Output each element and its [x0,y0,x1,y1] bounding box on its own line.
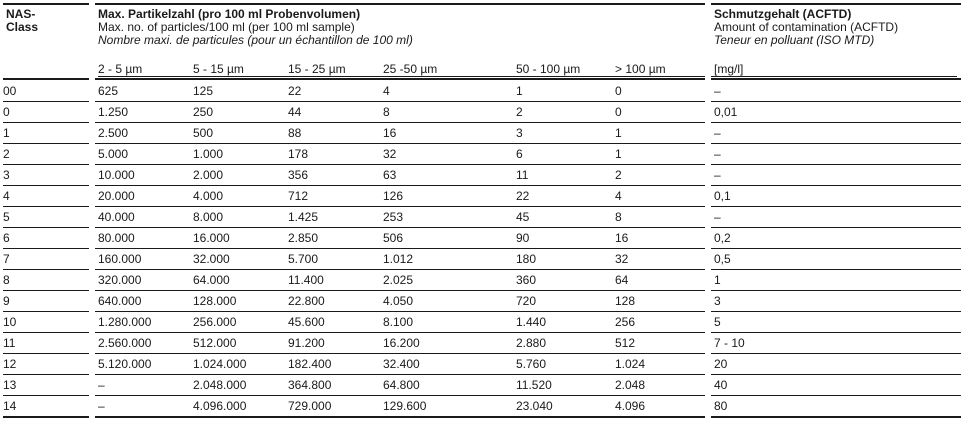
table-cell: 22 [288,84,302,98]
column-header-over-100: > 100 µm [615,62,666,76]
table-cell: 253 [383,210,404,224]
table-cell: – [714,126,721,140]
table-cell: 91.200 [288,336,325,350]
table-cell: 64.800 [383,378,420,392]
table-cell: 640.000 [98,294,142,308]
table-cell: 5 [714,315,721,329]
table-cell: 356 [288,168,309,182]
table-row [3,81,961,102]
contamination-header [714,8,898,47]
table-cell: 8 [615,210,622,224]
table-cell: 4 [383,84,390,98]
table-cell: 712 [288,189,309,203]
table-cell: 2 [516,105,523,119]
table-cell: 1.024.000 [193,357,247,371]
table-cell: 0,5 [714,252,731,266]
table-cell: 256 [615,315,636,329]
table-cell: 44 [288,105,302,119]
table-cell: 125 [193,84,214,98]
column-gap [89,0,95,428]
table-row [3,249,961,270]
nas-class-cell: 7 [3,252,10,266]
table-cell: 129.600 [383,399,427,413]
particles-header-fr: Nombre maxi. de particules (pour un échantillon de 100 ml) [98,33,413,47]
table-cell: 8 [383,105,390,119]
table-cell: 11 [516,168,529,182]
table-cell: 2.500 [98,126,129,140]
table-cell: 2 [615,168,622,182]
table-cell: 32 [615,252,629,266]
table-cell: 0,1 [714,189,731,203]
table-cell: 2.048 [615,378,646,392]
table-cell: 178 [288,147,309,161]
column-header-50-100: 50 - 100 µm [516,62,581,76]
table-row [3,270,961,291]
table-cell: 1 [615,126,622,140]
table-cell: 0 [615,105,622,119]
contamination-header-de: Schmutzgehalt (ACFTD) [714,7,852,21]
table-cell: 512.000 [193,336,237,350]
table-row [3,102,961,123]
table-top-rule [3,3,961,5]
table-bottom-rule [3,416,961,418]
table-cell: 3 [714,294,721,308]
column-gap [705,0,711,428]
table-cell: 6 [516,147,523,161]
nas-class-cell: 10 [3,315,17,329]
table-cell: 320.000 [98,273,142,287]
table-cell: 7 - 10 [714,336,745,350]
table-cell: 720 [516,294,537,308]
table-cell: 80.000 [98,231,135,245]
table-cell: 500 [193,126,214,140]
table-cell: 5.000 [98,147,129,161]
table-cell: 16.000 [193,231,230,245]
table-cell: 1.425 [288,210,319,224]
table-cell: 10.000 [98,168,135,182]
table-cell: 1 [516,84,523,98]
table-cell: 3 [516,126,523,140]
table-cell: 23.040 [516,399,553,413]
table-cell: 5.700 [288,252,319,266]
nas-class-cell: 3 [3,168,10,182]
column-header-2-5: 2 - 5 µm [98,62,143,76]
nas-class-header-line-1: NAS- [6,7,36,21]
table-cell: 512 [615,336,636,350]
table-cell: 182.400 [288,357,332,371]
table-cell: 16 [383,126,397,140]
table-row [3,207,961,228]
table-cell: 128 [615,294,636,308]
table-cell: 4.000 [193,189,224,203]
nas-class-header-line-2: Class [6,20,39,34]
nas-class-cell: 11 [3,336,16,350]
column-header-mg-l: [mg/l] [714,62,744,76]
table-cell: 364.800 [288,378,332,392]
subheader-underline [98,76,957,77]
table-cell: 729.000 [288,399,332,413]
table-cell: 22 [516,189,530,203]
table-cell: 2.025 [383,273,414,287]
table-row [3,228,961,249]
nas-class-cell: 5 [3,210,10,224]
table-cell: 32.000 [193,252,230,266]
table-cell: 88 [288,126,302,140]
particles-header-en: Max. no. of particles/100 ml (per 100 ml sample) [98,20,355,34]
table-cell: 22.800 [288,294,325,308]
nas-class-cell: 0 [3,105,10,119]
nas-class-cell: 13 [3,378,17,392]
column-header-15-25: 15 - 25 µm [288,62,346,76]
table-cell: 64 [615,273,629,287]
contamination-header-en: Amount of contamination (ACFTD) [714,20,899,34]
table-cell: 16 [615,231,629,245]
table-cell: 20 [714,357,728,371]
column-header-25-50: 25 -50 µm [383,62,438,76]
table-cell: 625 [98,84,119,98]
table-cell: – [98,378,105,392]
table-cell: 32.400 [383,357,420,371]
table-cell: 506 [383,231,404,245]
table-row [3,375,961,396]
table-cell: 45 [516,210,530,224]
table-cell: 1.012 [383,252,414,266]
table-cell: 4.096.000 [193,399,247,413]
table-cell: – [714,84,721,98]
nas-class-cell: 1 [3,126,10,140]
table-cell: 45.600 [288,315,325,329]
table-row [3,165,961,186]
table-cell: 128.000 [193,294,237,308]
table-cell: 1.440 [516,315,547,329]
table-cell: 8.000 [193,210,224,224]
table-row [3,123,961,144]
nas-class-cell: 4 [3,189,10,203]
table-cell: 20.000 [98,189,135,203]
table-cell: 5.120.000 [98,357,152,371]
table-cell: 1.280.000 [98,315,152,329]
table-cell: 64.000 [193,273,230,287]
table-cell: 4.050 [383,294,414,308]
table-row [3,144,961,165]
table-cell: – [714,147,721,161]
table-cell: 160.000 [98,252,142,266]
table-cell: 1.024 [615,357,646,371]
table-cell: 1.000 [193,147,224,161]
table-cell: 4.096 [615,399,646,413]
table-cell: 2.850 [288,231,319,245]
table-row [3,333,961,354]
table-cell: 1 [615,147,622,161]
table-cell: 40.000 [98,210,135,224]
table-cell: – [714,168,721,182]
table-cell: 2.000 [193,168,224,182]
table-cell: – [98,399,105,413]
nas-class-cell: 00 [3,84,17,98]
table-cell: 11.400 [288,273,324,287]
table-row [3,396,961,417]
table-cell: 2.560.000 [98,336,152,350]
nas-class-cell: 14 [3,399,17,413]
table-row [3,354,961,375]
table-header-rule [3,78,961,80]
table-cell: 2.048.000 [193,378,247,392]
table-cell: 0,01 [714,105,738,119]
table-row [3,291,961,312]
table-cell: 256.000 [193,315,237,329]
table-cell: 360 [516,273,537,287]
nas-class-header [6,8,38,34]
table-cell: – [714,210,721,224]
nas-class-cell: 9 [3,294,10,308]
nas-class-cell: 12 [3,357,17,371]
table-cell: 0,2 [714,231,731,245]
nas-class-cell: 6 [3,231,10,245]
table-cell: 180 [516,252,537,266]
particles-header [98,8,413,47]
table-cell: 1 [714,273,721,287]
table-cell: 40 [714,378,728,392]
table-row [3,186,961,207]
nas-class-cell: 8 [3,273,10,287]
table-cell: 16.200 [383,336,420,350]
table-cell: 5.760 [516,357,547,371]
contamination-header-fr: Teneur en polluant (ISO MTD) [714,33,875,47]
table-cell: 32 [383,147,397,161]
table-cell: 0 [615,84,622,98]
table-cell: 63 [383,168,397,182]
column-header-5-15: 5 - 15 µm [193,62,244,76]
table-cell: 11.520 [516,378,552,392]
table-cell: 1.250 [98,105,129,119]
particles-header-de: Max. Partikelzahl (pro 100 ml Probenvolumen) [98,7,361,21]
nas-class-cell: 2 [3,147,10,161]
table-cell: 250 [193,105,214,119]
table-row [3,312,961,333]
table-cell: 126 [383,189,404,203]
table-cell: 2.880 [516,336,547,350]
table-cell: 8.100 [383,315,414,329]
table-cell: 4 [615,189,622,203]
table-cell: 80 [714,399,728,413]
table-cell: 90 [516,231,530,245]
